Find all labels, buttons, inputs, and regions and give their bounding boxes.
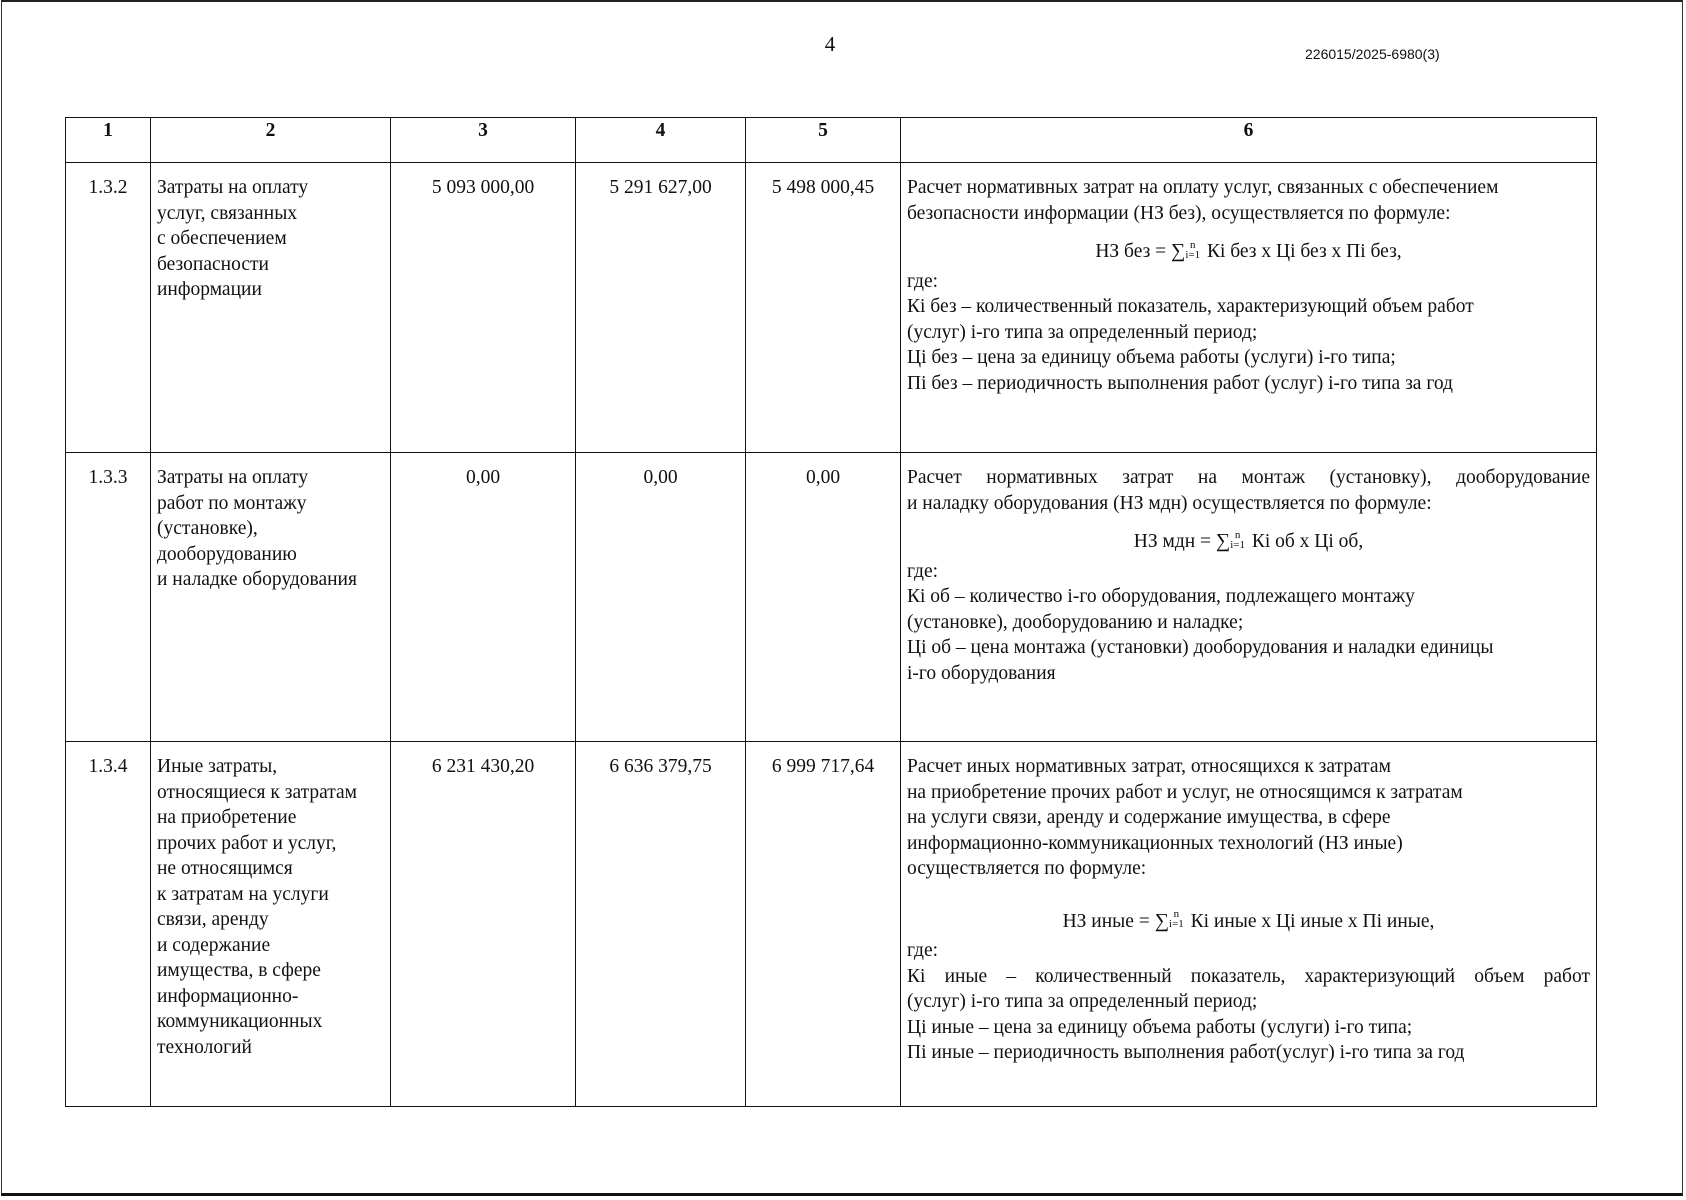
- sum-symbol: ∑: [1171, 240, 1186, 262]
- formula-rhs: Кi об х Цi об,: [1251, 531, 1364, 552]
- formula-rhs: Кi иные х Цi иные х Пi иные,: [1190, 910, 1435, 932]
- value-col3: 0,00: [391, 453, 576, 742]
- cost-name-line: Затраты на оплату: [157, 467, 309, 488]
- cost-name-line: относящиеся к затратам: [157, 781, 358, 803]
- sum-lower-limit: i=1: [1185, 248, 1201, 261]
- formula: [907, 239, 1590, 265]
- row-number: 1.3.2: [66, 163, 151, 453]
- table-row: [66, 163, 1597, 453]
- cost-name-line: и содержание: [157, 934, 271, 956]
- description-line: Расчет нормативных затрат на монтаж (установку), дооборудование: [907, 467, 1590, 488]
- description-line: Пi без – периодичность выполнения работ (услуг) i-го типа за год: [907, 372, 1453, 394]
- value-col5: 5 498 000,45: [746, 163, 901, 453]
- sum-upper-limit: n: [1189, 238, 1196, 251]
- cost-table: [65, 117, 1597, 1107]
- column-header: 2: [151, 118, 391, 163]
- sum-limits: [1185, 240, 1200, 260]
- description-line: Кi иные – количественный показатель, характеризующий объем работ: [907, 965, 1590, 987]
- cost-name-line: технологий: [157, 1036, 252, 1058]
- formula-rhs: Кi без х Цi без х Пi без,: [1206, 241, 1402, 262]
- formula: [907, 909, 1590, 935]
- value-col3: 5 093 000,00: [391, 163, 576, 453]
- row-number: 1.3.4: [66, 742, 151, 1107]
- cost-name-line: Затраты на оплату: [157, 177, 309, 198]
- row-number: 1.3.3: [66, 453, 151, 742]
- where-label: где:: [907, 940, 939, 961]
- sum-upper-limit: n: [1173, 908, 1180, 921]
- cost-name-cell: [151, 453, 391, 742]
- formula-lhs: НЗ иные =: [1062, 910, 1150, 932]
- calculation-description: [901, 163, 1597, 453]
- column-header: 3: [391, 118, 576, 163]
- description-line: (установке), дооборудованию и наладке;: [907, 611, 1244, 633]
- sum-symbol: ∑: [1215, 530, 1231, 552]
- cost-name-line: не относящимся: [157, 858, 293, 879]
- column-header: 5: [746, 118, 901, 163]
- where-label: где:: [907, 270, 939, 292]
- value-col3: 6 231 430,20: [391, 742, 576, 1107]
- formula-lhs: НЗ без =: [1095, 241, 1167, 262]
- sum-limits: [1169, 909, 1184, 929]
- value-col5: 0,00: [746, 453, 901, 742]
- where-label: где:: [907, 560, 939, 582]
- cost-name-line: с обеспечением: [157, 228, 287, 249]
- formula-lhs: НЗ мдн =: [1133, 531, 1212, 552]
- calculation-description: [901, 453, 1597, 742]
- cost-name-cell: [151, 742, 391, 1107]
- value-col5: 6 999 717,64: [746, 742, 901, 1107]
- description-line: и наладку оборудования (НЗ мдн) осуществляется по формуле:: [907, 492, 1432, 514]
- cost-name-line: связи, аренду: [157, 909, 269, 930]
- column-header: 6: [901, 118, 1597, 163]
- description-line: на услуги связи, аренду и содержание имущества, в сфере: [907, 807, 1391, 828]
- sum-symbol: ∑: [1154, 909, 1169, 932]
- sum-upper-limit: n: [1234, 528, 1241, 541]
- cost-name-line: прочих работ и услуг,: [157, 832, 337, 854]
- description-line: Кi об – количество i-го оборудования, подлежащего монтажу: [907, 586, 1415, 607]
- cost-name-line: имущества, в сфере: [157, 960, 321, 981]
- description-line: безопасности информации (НЗ без), осуществляется по формуле:: [907, 202, 1451, 224]
- description-line: Кi без – количественный показатель, характеризующий объем работ: [907, 296, 1474, 317]
- description-line: осуществляется по формуле:: [907, 858, 1147, 879]
- page-number: 4: [824, 32, 836, 56]
- description-line: Цi иные – цена за единицу объема работы (услуги) i-го типа;: [907, 1016, 1413, 1038]
- description-line: (услуг) i-го типа за определенный период;: [907, 321, 1258, 343]
- cost-name-line: информации: [157, 279, 262, 300]
- cost-name-line: дооборудованию: [157, 543, 297, 565]
- cost-name-line: на приобретение: [157, 807, 297, 828]
- cost-name-line: работ по монтажу: [157, 492, 307, 514]
- description-line: Расчет нормативных затрат на оплату услуг, связанных с обеспечением: [907, 177, 1499, 198]
- sum-limits: [1230, 530, 1245, 550]
- sum-lower-limit: i=1: [1230, 538, 1245, 551]
- description-line: Цi без – цена за единицу объема работы (услуги) i-го типа;: [907, 347, 1396, 368]
- cost-name-line: (установке),: [157, 518, 258, 539]
- value-col4: 0,00: [576, 453, 746, 742]
- description-line: Цi об – цена монтажа (установки) дооборудования и наладки единицы: [907, 637, 1494, 658]
- cost-name-cell: [151, 163, 391, 453]
- cost-name-line: информационно-: [157, 985, 299, 1007]
- description-line: Расчет иных нормативных затрат, относящихся к затратам: [907, 756, 1391, 777]
- table-row: [66, 453, 1597, 742]
- value-col4: 6 636 379,75: [576, 742, 746, 1107]
- cost-name-line: Иные затраты,: [157, 756, 278, 777]
- cost-name-line: безопасности: [157, 253, 269, 275]
- column-header: 1: [66, 118, 151, 163]
- column-header: 4: [576, 118, 746, 163]
- description-line: i-го оборудования: [907, 662, 1056, 684]
- description-line: на приобретение прочих работ и услуг, не относящимся к затратам: [907, 781, 1463, 803]
- cost-name-line: коммуникационных: [157, 1011, 323, 1032]
- cost-name-line: услуг, связанных: [157, 202, 298, 224]
- description-line: Пi иные – периодичность выполнения работ(услуг) i-го типа за год: [907, 1042, 1465, 1063]
- cost-name-line: и наладке оборудования: [157, 569, 357, 590]
- document-id: 226015/2025-6980(3): [1305, 46, 1440, 62]
- calculation-description: [901, 742, 1597, 1107]
- table-row: [66, 742, 1597, 1107]
- description-line: информационно-коммуникационных технологий (НЗ иные): [907, 832, 1403, 854]
- cost-name-line: к затратам на услуги: [157, 883, 329, 905]
- description-line: (услуг) i-го типа за определенный период;: [907, 991, 1258, 1012]
- formula: [907, 529, 1590, 555]
- sum-lower-limit: i=1: [1168, 918, 1184, 931]
- table-header-row: [66, 118, 1597, 163]
- value-col4: 5 291 627,00: [576, 163, 746, 453]
